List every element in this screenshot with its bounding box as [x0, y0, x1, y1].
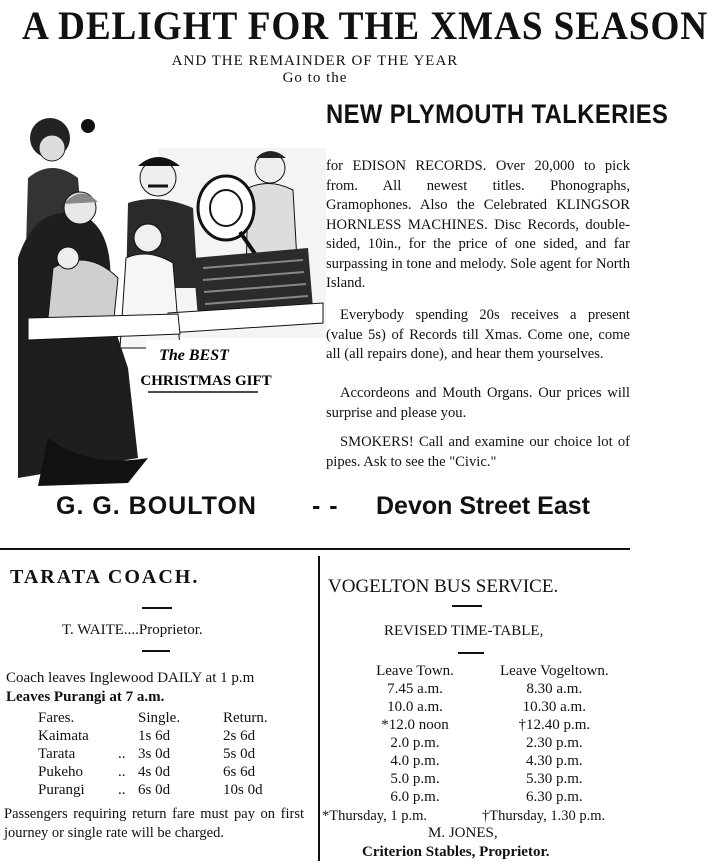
- fare-single: 4s 0d: [138, 764, 171, 780]
- vogeltown-departure: 4.30 p.m.: [525, 753, 583, 769]
- gift-caption-best: The BEST: [159, 347, 229, 364]
- fare-leader: [118, 727, 138, 745]
- coach-leaves-purangi: Leaves Purangi at 7 a.m.: [6, 689, 165, 705]
- bus-timetable: [330, 662, 609, 806]
- coach-proprietor: T. WAITE....Proprietor.: [62, 622, 203, 638]
- vogeltown-departure: 2.30 p.m.: [525, 735, 583, 751]
- fare-return: 10s 0d: [223, 782, 263, 798]
- gramophone-family-illustration: [8, 108, 326, 488]
- fare-leader: ..: [118, 746, 126, 762]
- coach-leaves-inglewood: Coach leaves Inglewood DAILY at 1 p.m: [6, 670, 255, 686]
- fare-leader: ..: [118, 782, 126, 798]
- headline: A DELIGHT FOR THE XMAS SEASON: [22, 3, 708, 48]
- bus-title-rule: [452, 605, 482, 607]
- timetable-header-row: [330, 662, 609, 680]
- criterion-stables: Criterion Stables, Proprietor.: [362, 844, 550, 860]
- bus-title: VOGELTON BUS SERVICE.: [328, 576, 559, 597]
- fare-leader: ..: [118, 764, 126, 780]
- vertical-divider: [318, 556, 320, 861]
- fare-return: 2s 6d: [223, 728, 256, 744]
- subline-remainder: AND THE REMAINDER OF THE YEAR: [171, 53, 459, 69]
- table-row: [38, 763, 268, 781]
- fare-destination: Kaimata: [38, 728, 89, 744]
- fare-return: 5s 0d: [223, 746, 256, 762]
- proprietor-name: G. G. BOULTON: [56, 492, 257, 520]
- coach-title: TARATA COACH.: [10, 566, 200, 588]
- table-row: [330, 788, 609, 806]
- fare-destination: Purangi: [38, 782, 85, 798]
- town-departure: 6.0 p.m.: [390, 789, 440, 805]
- subline-go-to: Go to the: [282, 70, 348, 86]
- thursday-footnote-vogeltown: †Thursday, 1.30 p.m.: [482, 808, 606, 824]
- horizontal-divider: [0, 548, 630, 550]
- table-row: [330, 716, 609, 734]
- gift-caption-christmas: CHRISTMAS GIFT: [140, 373, 272, 389]
- bus-subtitle: REVISED TIME-TABLE,: [384, 623, 544, 639]
- vogeltown-departure: 8.30 a.m.: [526, 681, 583, 697]
- vogeltown-departure: †12.40 p.m.: [518, 717, 591, 733]
- town-departure: 5.0 p.m.: [390, 771, 440, 787]
- bus-owner: M. JONES,: [428, 825, 498, 841]
- vogeltown-departure: 5.30 p.m.: [525, 771, 583, 787]
- table-row: [330, 680, 609, 698]
- coach-return-fare-note: Passengers requiring return fare must pay on first journey or single rate will be charged.: [4, 806, 304, 841]
- town-departure: 4.0 p.m.: [390, 753, 440, 769]
- vogeltown-departure: 10.30 a.m.: [522, 699, 586, 715]
- table-row: [330, 752, 609, 770]
- coach-fares-table: [38, 709, 268, 799]
- leave-town-header: Leave Town.: [376, 663, 454, 679]
- table-row: [330, 734, 609, 752]
- paragraph-records: for EDISON RECORDS. Over 20,000 to pick from. All newest titles. Phonographs, Gramophones. Also the Celebrated KLINGSOR HORNLESS MACHINES. Disc Records, double-sided, 10in., for the price of one sided, and far surpassing in tone and melody. Sole agent for North Island.: [326, 158, 630, 291]
- single-header: Single.: [138, 710, 181, 726]
- table-row: [330, 698, 609, 716]
- fare-single: 1s 6d: [138, 728, 171, 744]
- town-departure: 2.0 p.m.: [390, 735, 440, 751]
- paragraph-smokers: SMOKERS! Call and examine our choice lot of pipes. Ask to see the "Civic.": [326, 434, 630, 470]
- shop-name: NEW PLYMOUTH TALKERIES: [326, 99, 669, 129]
- street-address: Devon Street East: [376, 492, 590, 520]
- fare-destination: Tarata: [38, 746, 76, 762]
- fares-header-row: [38, 709, 268, 727]
- coach-proprietor-rule: [142, 650, 170, 652]
- bus-subtitle-rule: [458, 652, 484, 654]
- table-row: [38, 745, 268, 763]
- table-row: [38, 727, 268, 745]
- leave-vogeltown-header: Leave Vogeltown.: [500, 663, 609, 679]
- fare-return: 6s 6d: [223, 764, 256, 780]
- town-departure: 10.0 a.m.: [387, 699, 443, 715]
- paragraph-accordeons: Accordeons and Mouth Organs. Our prices will surprise and please you.: [326, 385, 630, 421]
- fare-destination: Pukeho: [38, 764, 83, 780]
- paragraph-present: Everybody spending 20s receives a present (value 5s) of Records till Xmas. Come one, come all (all repairs done), and hear them yourselves.: [326, 307, 630, 362]
- table-row: [38, 781, 268, 799]
- thursday-footnote-town: *Thursday, 1 p.m.: [322, 808, 427, 824]
- separator-dashes: - -: [312, 492, 339, 520]
- table-row: [330, 770, 609, 788]
- town-departure: 7.45 a.m.: [387, 681, 443, 697]
- fares-header: Fares.: [38, 710, 75, 726]
- coach-title-rule: [142, 607, 172, 609]
- vogeltown-departure: 6.30 p.m.: [525, 789, 583, 805]
- return-header: Return.: [223, 710, 268, 726]
- fare-single: 6s 0d: [138, 782, 171, 798]
- town-departure: *12.0 noon: [381, 717, 449, 733]
- fare-single: 3s 0d: [138, 746, 171, 762]
